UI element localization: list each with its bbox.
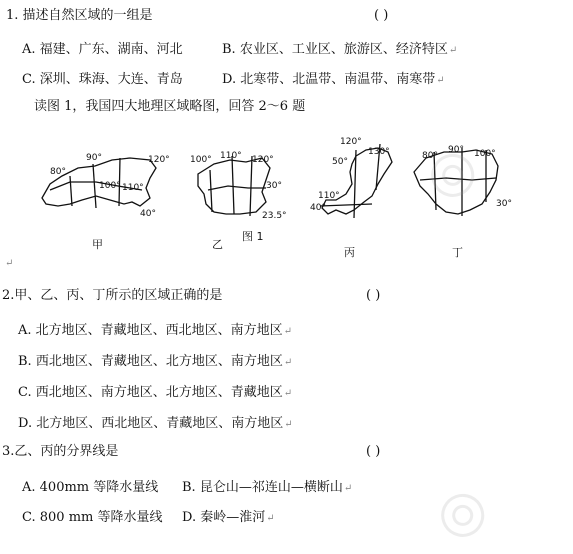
yi-label-110: 110° [220,151,242,161]
jia-label-110: 110° [122,183,144,193]
map-jia-name: 甲 [92,238,103,251]
map-ding-name: 丁 [452,246,463,259]
yi-label-120: 120° [252,155,274,165]
figure-intro-text: 读图 1，我国四大地理区域略图，回答 2～6 题 [34,99,306,114]
jia-label-80: 80° [50,167,66,177]
question-2-option-d: D. 北方地区、西北地区、青藏地区、南方地区↵ [18,416,293,431]
question-3-stem: 3.乙、丙的分界线是 [2,444,119,459]
jia-label-120: 120° [148,155,170,165]
ding-label-30: 30° [496,199,512,209]
map-bing-name: 丙 [344,246,355,259]
question-1-option-a: A. 福建、广东、湖南、河北 [22,42,183,57]
bing-label-120: 120° [340,137,362,147]
jia-label-100: 100° [99,181,121,191]
question-3-option-c: C. 800 mm 等降水量线 [22,510,163,525]
yi-label-100: 100° [190,155,212,165]
bing-label-50: 50° [332,157,348,167]
paragraph-mark: ↵ [5,258,14,269]
question-2-option-a: A. 北方地区、青藏地区、西北地区、南方地区↵ [18,323,293,338]
question-1-answer-paren: ( ) [374,8,389,23]
question-3-option-a: A. 400mm 等降水量线 [22,480,159,495]
yi-label-23-5: 23.5° [262,211,287,221]
yi-label-30: 30° [266,181,282,191]
jia-label-40: 40° [140,209,156,219]
jia-label-90: 90° [86,153,102,163]
bing-label-130: 130° [368,147,390,157]
question-1-option-c: C. 深圳、珠海、大连、青岛 [22,72,183,87]
question-1-stem: 1. 描述自然区域的一组是 [6,8,153,23]
question-2-answer-paren: ( ) [366,288,381,303]
question-1-option-b: B. 农业区、工业区、旅游区、经济特区↵ [222,42,458,57]
bing-label-110: 110° [318,191,340,201]
question-2-option-c: C. 西北地区、南方地区、北方地区、青藏地区↵ [18,385,293,400]
question-2-stem: 2.甲、乙、丙、丁所示的区域正确的是 [2,288,223,303]
question-1-option-d: D. 北寒带、北温带、南温带、南寒带↵ [222,72,445,87]
map-yi-name: 乙 [212,238,223,251]
map-yi [198,156,270,216]
question-2-option-b: B. 西北地区、青藏地区、北方地区、南方地区↵ [18,354,293,369]
question-3-option-d: D. 秦岭—淮河↵ [182,510,275,525]
ding-label-90: 90° [448,145,464,155]
ding-label-100: 100° [474,149,496,159]
bing-label-40: 40° [310,203,326,213]
figure-caption: 图 1 [242,230,264,243]
ding-label-80: 80° [422,151,438,161]
watermark-logo-bottom [424,446,573,554]
question-3-option-b: B. 昆仑山—祁连山—横断山↵ [182,480,353,495]
question-3-answer-paren: ( ) [366,444,381,459]
